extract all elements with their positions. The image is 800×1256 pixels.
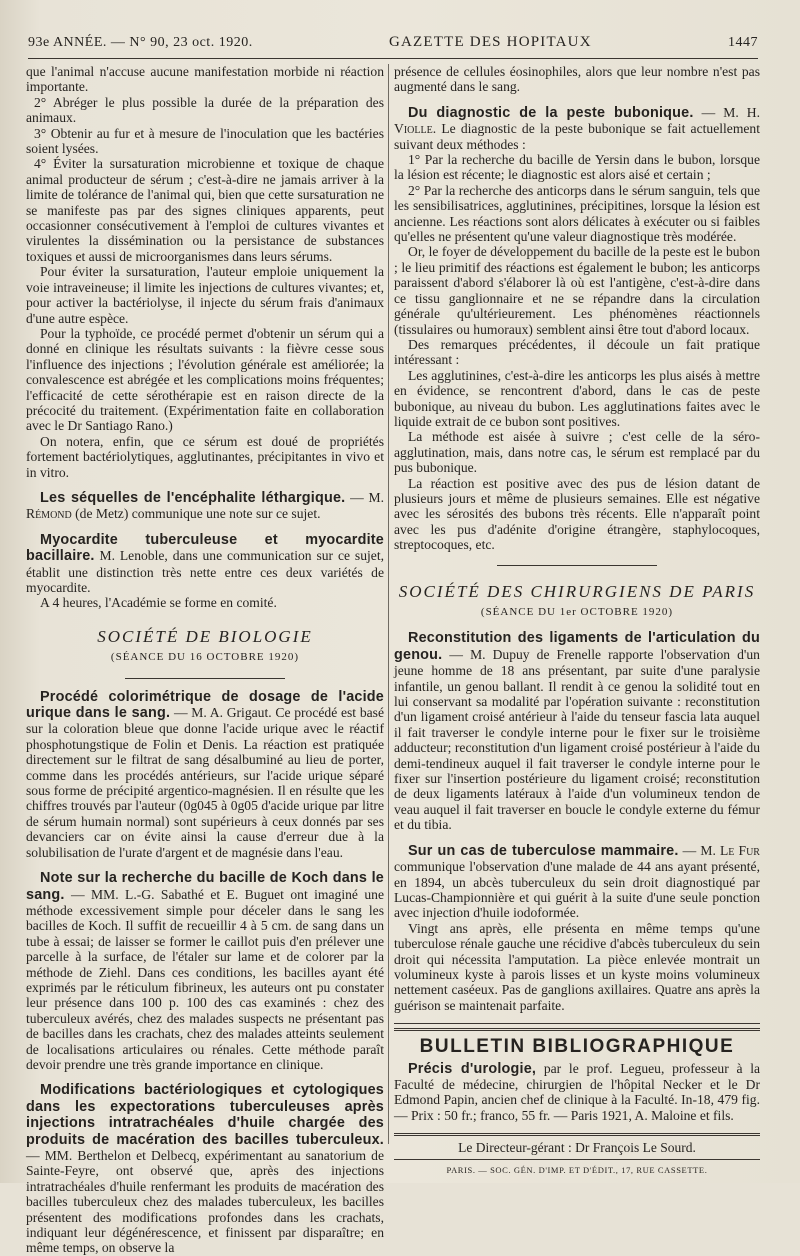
article-encephalite: Les séquelles de l'encéphalite léthargique. — M. Rémond (de Metz) communique une note sur ce sujet. <box>26 489 385 522</box>
article-modifications <box>26 1082 384 1255</box>
article-text: — M. Dupuy de Frenelle rapporte l'observation d'un jeune homme de 18 ans présentant, par suite d'une paralysie infantile, un genou ballant. Il rendit à ce genou la solidité tout en lui conservant sa modalité par l'opération suivante : reconstitution d'un ligament croisé antérieur à l'aide du tenseur fascia lata auquel il fait traverser le condyle interne pour le fixer sur le troisième adducteur; reconstitution d'un ligament croisé postérieur à l'aide du demi-tendineux auquel il fait traverser le condyle interne pour le fixer sur l'insertion postérieure du ligament croisé; reconstitution de deux ligaments latéraux à l'aide d'un volumineux tendon de veau auquel il fait traverser en boucle le condyle externe du fémur et du tibia. <box>394 646 760 833</box>
article-text: — M. A. Grigaut. Ce procédé est basé sur la coloration bleue que donne l'acide urique avec le réactif phosphotungstique de Folin et Denis. La réaction est pratiquée directement sur le filtrat de sang désalbuminé au lieu de porter, comme dans les procédés antérieurs, sur l'acide urique séparé sous forme de précipité argentico-magnésien. Il en résulte que les chiffres trouvés par l'auteur (0g045 à 0g05 d'acide urique par litre de sérum humain normal) sont supérieurs à ceux donnés par ses devanciers car on évite ainsi la cause d'erreur due à la solubilisation de l'urate d'argent et de magnésie dans l'eau. <box>26 705 384 860</box>
header-rule <box>28 58 758 59</box>
article-peste <box>394 105 760 152</box>
article-tuberculose-mammaire <box>394 843 760 921</box>
section-title: SOCIÉTÉ DES CHIRURGIENS DE PARIS <box>398 581 756 601</box>
article-text: — MM. L.-G. Sabathé et E. Buguet ont imaginé une méthode excessivement simple pour déceler dans le sang les bacilles de Koch. Il suffit de recueillir 4 à 5 cm. de sang dans un tube à essai; de laisser se former le caillot puis d'en prélever une parcelle à la surface, de l'étaler sur lame et de colorer par la méthode de Ziehl. Dans ces conditions, les bacilles ayant été exprimés par le réticulum fibrineux, les auteurs ont pu constater leur présence dans 100 p. 100 des cas examinés : chez des tuberculeux avérés, chez des malades suspects ne présentant pas de bacilles dans les crachats, chez des malades atteints seulement de localisations articulaires ou rénales. Cette méthode paraît devoir prendre une très grande importance en clinique. <box>26 886 384 1072</box>
paragraph: Des remarques précédentes, il découle un fait pratique intéressant : <box>394 336 760 368</box>
section-title: SOCIÉTÉ DE BIOLOGIE <box>97 626 313 646</box>
article-myocardite <box>26 532 384 596</box>
printer-line: PARIS. — SOC. GÉN. D'IMP. ET D'ÉDIT., 17, RUE CASSETTE. <box>446 1164 708 1175</box>
paragraph: que l'animal n'accuse aucune manifestation morbide ni réaction importante. <box>26 64 384 95</box>
biblio-entry <box>394 1061 760 1124</box>
journal-title: GAZETTE DES HOPITAUX <box>388 34 592 50</box>
column-divider <box>388 64 389 1144</box>
article-text: M. Lenoble, dans une communication sur ce sujet, établit une distinction très nette entre ces deux variétés de myocardite. <box>26 548 384 595</box>
section-rule <box>497 565 657 566</box>
article-heading: Modifications bactériologiques et cytologiques dans les expectorations tuberculeuses après injections intratrachéales d'huile chargée des produits de macération des bacilles tuberculeux. <box>26 1082 384 1148</box>
article-text: Le diagnostic de la peste bubonique se fait actuellement suivant deux méthodes : <box>394 121 760 152</box>
book-description: par le prof. Legueu, professeur à la Faculté de médecine, chirurgien de l'hôpital Necker et le Dr Edmond Papin, ancien chef de clinique à la Faculté. In-18, 479 fig. — Prix : 50 fr.; franco, 55 fr. — Paris 1921, A. Maloine et fils. <box>394 1060 761 1123</box>
paragraph: présence de cellules éosinophiles, alors que leur nombre n'est pas augmenté dans le sang. <box>394 64 760 95</box>
paragraph: Vingt ans après, elle présenta en même temps qu'une tuberculose rénale gauche une récidive d'abcès tuberculeux du sein droit qui nécessita l'amputation. La pièce enlevée montrait un volumineux kyste à parois lisses et un kyste moins volumineux nettement caséeux. Pas de ganglions axillaires. Quatre ans après la guérison se maintenait parfaite. <box>394 920 760 1013</box>
article-heading: Reconstitution des ligaments de l'articulation du genou. <box>394 630 760 663</box>
paragraph: A 4 heures, l'Académie se forme en comité. <box>40 595 277 611</box>
issue-info: 93e ANNÉE. — N° 90, 23 oct. 1920. <box>28 35 253 50</box>
article-heading: Sur un cas de tuberculose mammaire. <box>408 842 679 859</box>
right-column <box>394 64 760 1178</box>
paragraph: 4° Éviter la sursaturation microbienne et toxique de chaque animal producteur de sérum ; c'est-à-dire ne jamais arriver à la limite de tolérance de l'animal qui, bien que cette sursaturation ne se manifeste pas par des signes cliniques apparents, peut occasionner consécutivement à l'emploi de cultures vivantes et virulentes la dissémination ou la persistance de substances toxiques et aussi de microorganismes dans leurs sérums. <box>26 156 384 264</box>
paragraph: La méthode est aisée à suivre ; c'est celle de la séro-agglutination, mais, dans notre cas, le sérum est remplacé par du pus bubonique. <box>394 429 760 476</box>
author-name: M. Rémond <box>26 489 385 522</box>
paragraph: 3° Obtenir au fur et à mesure de l'inoculation que les bactéries soient lysées. <box>26 125 384 157</box>
article-text: — MM. Berthelon et Delbecq, expérimentant au sanatorium de Sainte-Feyre, ont observé que, après des injections intratrachéales d'huile renfermant les produits de macération des bacilles tuberculeux chez des malades tuberculeux, les bacilles présentent des modifications profondes dans les crachats, indiquant leur dégénérescence, et finissent par disparaître; en même temps, on observe la <box>26 1148 384 1256</box>
page-header <box>28 34 758 54</box>
author-name: — M. Le Fur <box>682 842 760 858</box>
left-column <box>26 64 384 1256</box>
page-number: 1447 <box>727 35 758 50</box>
paragraph: Les agglutinines, c'est-à-dire les anticorps les plus aisés à mettre en évidence, se rencontrent d'abord, dans le cas de peste bubonique, au niveau du bubon. Les agglutinations faites avec le liquide extrait de ce bubon sont positives. <box>394 367 760 429</box>
article-heading: Note sur la recherche du bacille de Koch dans le sang. <box>26 870 384 903</box>
paragraph: 2° Abréger le plus possible la durée de la préparation des animaux. <box>26 94 384 126</box>
article-text: communique l'observation d'une malade de 44 ans ayant présenté, en 1894, un abcès tuberculeux du sein droit diagnostiqué par Lucas-Championnière et qui guérit à la suite d'une seule ponction avec injection d'huile iodoformée. <box>394 859 760 921</box>
paragraph: La réaction est positive avec des pus de lésion datant de plusieurs jours et même de plusieurs semaines. Elle est négative avec les sérosités des bubons très récents. Elle n'apparaît point avec les pus d'adénite d'origine étrangère, staphylocoques, streptocoques, etc. <box>394 475 760 553</box>
section-subtitle: (SÉANCE DU 1er OCTOBRE 1920) <box>480 606 674 618</box>
paragraph: 2° Par la recherche des anticorps dans le sérum sanguin, tels que les sensibilisatrices, agglutinines, précipitines, lorsque la lésion est ancienne. Les réactions sont alors délicates à exécuter ou si faibles qu'elles ne présentent qu'une valeur diagnostique très modérée. <box>394 182 760 245</box>
paragraph: Pour éviter la sursaturation, l'auteur emploie uniquement la voie intraveineuse; il limite les injections de cultures vivantes; et, pour activer la bactériolyse, il injecte du sérum frais d'animaux d'une autre espèce. <box>26 264 384 326</box>
paragraph: Or, le foyer de développement du bacille de la peste est le bubon ; le lieu primitif des réactions est également le bubon; les anticorps paraissent d'abord s'élaborer là où est l'antigène, c'est-à-dire dans ce tissu ganglionnaire et ne se répandre dans la circulation générale qu'ultérieurement. Les phénomènes réactionnels (tissulaires ou humoraux) semblent ainsi être tout d'abord locaux. <box>394 244 760 337</box>
article-heading: Les séquelles de l'encéphalite léthargique. <box>40 489 346 506</box>
article-bacille-koch <box>26 870 384 1072</box>
paragraph: 1° Par la recherche du bacille de Yersin dans le bubon, lorsque la lésion est récente; le diagnostic est alors aisé et certain ; <box>394 152 760 183</box>
article-heading: Procédé colorimétrique de dosage de l'acide urique dans le sang. <box>26 688 384 722</box>
section-subtitle: (SÉANCE DU 16 OCTOBRE 1920) <box>110 651 300 664</box>
paragraph: On notera, enfin, que ce sérum est doué de propriétés fortement bactériolytiques, agglutinantes, précipitantes in vivo et in vitro. <box>26 433 384 480</box>
biblio-rule <box>394 1023 760 1024</box>
article-text: (de Metz) communique une note sur ce sujet. <box>75 506 321 522</box>
book-title: Précis d'urologie, <box>408 1060 537 1077</box>
article-ligaments <box>394 630 760 832</box>
article-heading: Myocardite tuberculeuse et myocardite bacillaire. <box>26 531 384 565</box>
paragraph: Pour la typhoïde, ce procédé permet d'obtenir un sérum qui a donné en clinique les résultats suivants : la fièvre cesse sous l'influence des injections ; l'évolution générale est améliorée; la convalescence est abrégée et les complications moins fréquentes; l'efficacité de cette sérothérapie est en raison directe de la précocité du traitement. (Expérimentation faite en collaboration avec le Dr Santiago Rano.) <box>26 325 384 434</box>
bulletin-title: BULLETIN BIBLIOGRAPHIQUE <box>419 1036 735 1058</box>
author-name: — M. H. Violle. <box>394 104 760 137</box>
article-heading: Du diagnostic de la peste bubonique. <box>408 104 694 121</box>
biblio-rule <box>394 1028 760 1031</box>
article-acide-urique <box>26 689 384 860</box>
director-line: Le Directeur-gérant : Dr François Le Sourd. <box>394 1133 760 1159</box>
